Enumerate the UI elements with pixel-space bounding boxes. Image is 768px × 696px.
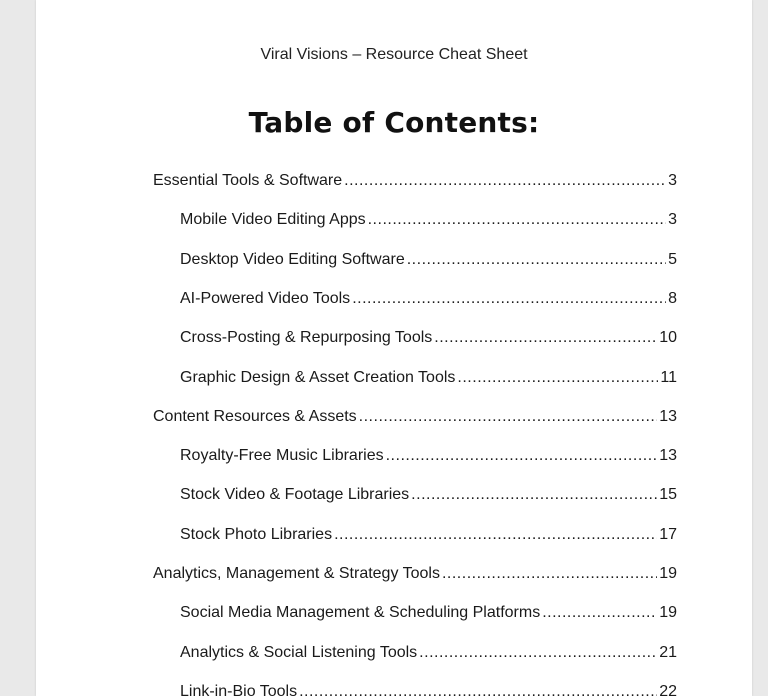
- toc-page-number: 11: [660, 369, 677, 386]
- toc-dot-leader: [334, 524, 657, 546]
- toc-dot-leader: [457, 367, 658, 389]
- toc-entry[interactable]: [180, 484, 677, 506]
- toc-page-number: 19: [659, 604, 677, 621]
- toc-page-number: 13: [659, 447, 677, 464]
- toc-entry-label: Stock Video & Footage Libraries: [180, 486, 410, 503]
- toc-entry[interactable]: [153, 406, 677, 428]
- toc-entry[interactable]: [180, 209, 677, 231]
- toc-page-number: 19: [659, 565, 677, 582]
- toc-page-number: 10: [659, 329, 677, 346]
- toc-entry-label: Analytics, Management & Strategy Tools: [153, 565, 440, 582]
- toc-entry-label: Content Resources & Assets: [153, 408, 357, 425]
- toc-page-number: 5: [668, 251, 677, 268]
- toc-entry-label: Link-in-Bio Tools: [180, 683, 298, 696]
- toc-page-number: 17: [659, 526, 677, 543]
- toc-dot-leader: [419, 642, 657, 664]
- toc-entry-label: Royalty-Free Music Libraries: [180, 447, 384, 464]
- toc-entry-label: Stock Photo Libraries: [180, 526, 333, 543]
- toc-dot-leader: [542, 602, 657, 624]
- toc-page-number: 3: [668, 172, 677, 189]
- toc-dot-leader: [442, 563, 657, 585]
- toc-entry-label: Graphic Design & Asset Creation Tools: [180, 369, 456, 386]
- toc-entry-label: Cross-Posting & Repurposing Tools: [180, 329, 433, 346]
- toc-page-number: 15: [659, 486, 677, 503]
- toc-entry-label: AI-Powered Video Tools: [180, 290, 351, 307]
- toc-page-number: 21: [659, 644, 677, 661]
- toc-dot-leader: [411, 484, 657, 506]
- toc-entry-label: Social Media Management & Scheduling Platforms: [180, 604, 541, 621]
- toc-entry[interactable]: [180, 445, 677, 467]
- toc-dot-leader: [299, 681, 657, 696]
- toc-dot-leader: [386, 445, 658, 467]
- toc-entry[interactable]: [180, 642, 677, 664]
- toc-entry-label: Mobile Video Editing Apps: [180, 211, 366, 228]
- toc-page-number: 3: [668, 211, 677, 228]
- toc-dot-leader: [344, 170, 666, 192]
- document-page: [36, 0, 752, 696]
- toc-entry[interactable]: [180, 367, 677, 389]
- toc-title: Table of Contents:: [248, 106, 540, 139]
- toc-dot-leader: [352, 288, 666, 310]
- toc-entry-label: Desktop Video Editing Software: [180, 251, 405, 268]
- toc-dot-leader: [407, 249, 666, 271]
- toc-entry[interactable]: [180, 288, 677, 310]
- toc-page-number: 8: [668, 290, 677, 307]
- toc-page-number: 22: [659, 683, 677, 696]
- toc-dot-leader: [359, 406, 658, 428]
- toc-entry[interactable]: [153, 563, 677, 585]
- toc-entry[interactable]: [180, 249, 677, 271]
- toc-entry-label: Analytics & Social Listening Tools: [180, 644, 418, 661]
- toc-entry[interactable]: [153, 170, 677, 192]
- toc-dot-leader: [434, 327, 657, 349]
- page-header: Viral Visions – Resource Cheat Sheet: [260, 46, 528, 63]
- toc-dot-leader: [368, 209, 666, 231]
- toc-entry[interactable]: [180, 681, 677, 696]
- toc-entry[interactable]: [180, 327, 677, 349]
- toc-page-number: 13: [659, 408, 677, 425]
- toc-entry[interactable]: [180, 524, 677, 546]
- toc-entry-label: Essential Tools & Software: [153, 172, 343, 189]
- toc-entry[interactable]: [180, 602, 677, 624]
